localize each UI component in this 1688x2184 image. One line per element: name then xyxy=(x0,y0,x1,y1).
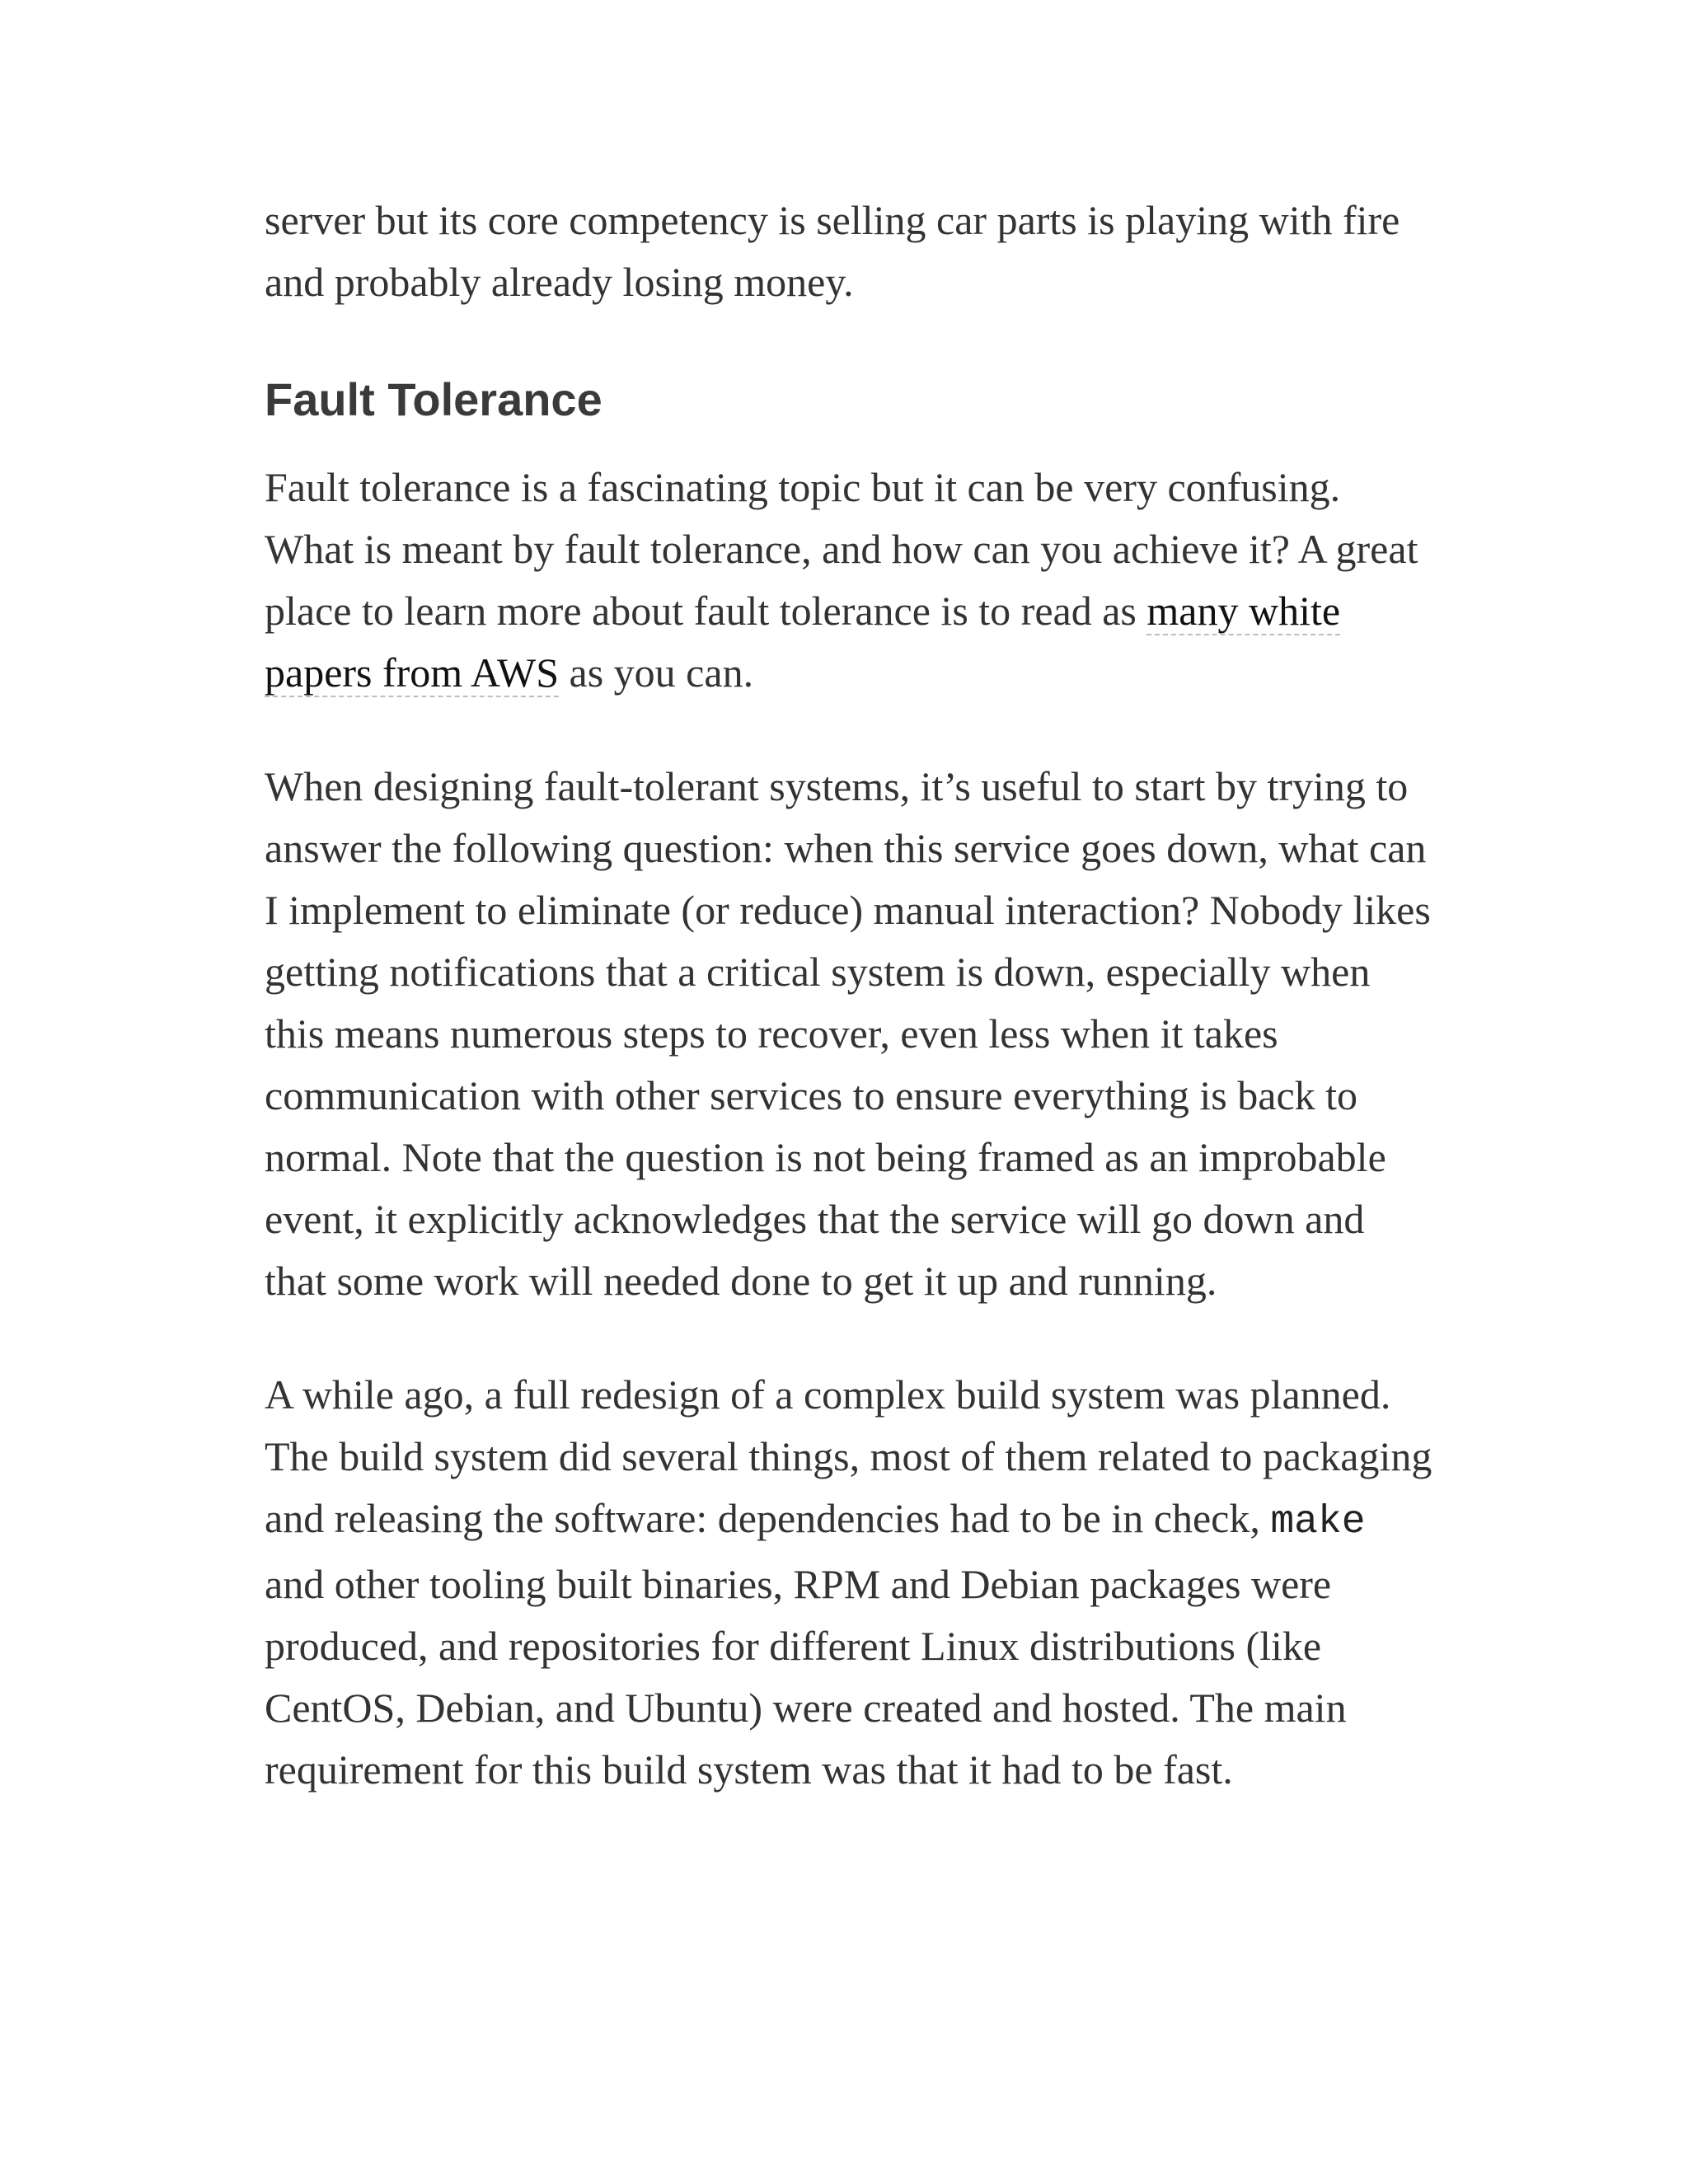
aws-white-papers-link[interactable]: many white papers from AWS xyxy=(265,588,1341,696)
paragraph-text: and other tooling built binaries, RPM and Debian packages were produced, and repositories for different Linux distributions (like CentOS, Debian, and Ubuntu) were created and hosted. The main requirement for this build system was that it had to be fast. xyxy=(265,1561,1347,1793)
intro-paragraph: server but its core competency is selling car parts is playing with fire and probably already losing money. xyxy=(265,197,1400,305)
paragraph-designing-systems: When designing fault-tolerant systems, it’s useful to start by trying to answer the following question: when this service goes down, what can I implement to eliminate (or reduce) manual interaction? Nobody likes getting notifications that a critical system is down, especially when this means numerous steps to recover, even less when it takes communication with other services to ensure everything is back to normal. Note that the question is not being framed as an improbable event, it explicitly acknowledges that the service will go down and that some work will needed done to get it up and running. xyxy=(265,763,1431,1304)
paragraph-text: Fault tolerance is a fascinating topic but it can be very confusing. What is meant by fault tolerance, and how can you achieve it? A great place to learn more about fault tolerance is to read as xyxy=(265,464,1418,634)
paragraph-fault-tolerance-intro xyxy=(265,457,1435,704)
section-heading: Fault Tolerance xyxy=(265,373,603,425)
paragraph-build-system xyxy=(265,1364,1435,1801)
paragraph-text: as you can. xyxy=(559,649,754,696)
article-body xyxy=(265,190,1435,1853)
inline-code-make: make xyxy=(1270,1500,1366,1544)
paragraph-text: A while ago, a full redesign of a complex build system was planned. The build system did several things, most of them related to packaging and releasing the software: dependencies had to be in check, xyxy=(265,1371,1432,1541)
